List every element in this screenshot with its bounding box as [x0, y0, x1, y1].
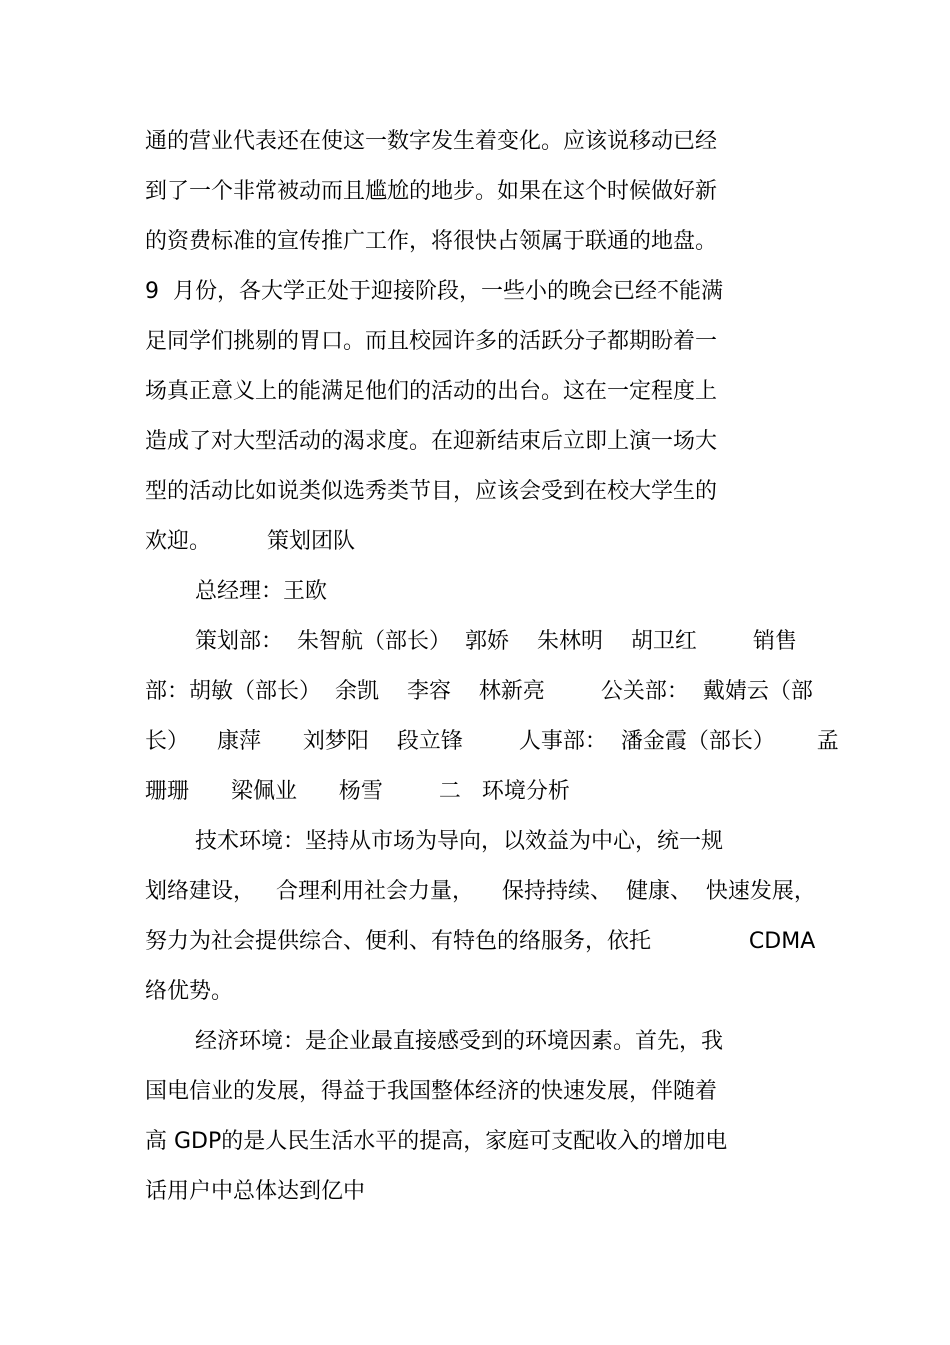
text-line-22: 话用户中总体达到亿中 [145, 1179, 366, 1204]
text-line-12: 部：胡敏（部长） 余凯 李容 林新亮 公关部： 戴婧云（部 [145, 679, 813, 704]
text-line-4: 9 月份，各大学正处于迎接阶段，一些小的晚会已经不能满 [145, 279, 723, 304]
text-line-16: 划络建设， 合理利用社会力量， 保持持续、 健康、 快速发展， [145, 879, 816, 904]
text-line-2: 到了一个非常被动而且尴尬的地步。如果在这个时候做好新 [145, 179, 718, 204]
text-line-6: 场真正意义上的能满足他们的活动的出台。这在一定程度上 [145, 379, 718, 404]
text-line-15: 技术环境：坚持从市场为导向，以效益为中心，统一规 [195, 829, 724, 854]
text-line-13: 长） 康萍 刘梦阳 段立锋 人事部： 潘金霞（部长） 孟 [145, 729, 839, 754]
text-line-18: 络优势。 [145, 979, 234, 1004]
text-line-21: 高 GDP的是人民生活水平的提高，家庭可支配收入的增加电 [145, 1129, 728, 1154]
text-line-3: 的资费标准的宣传推广工作，将很快占领属于联通的地盘。 [145, 229, 718, 254]
text-line-19: 经济环境：是企业最直接感受到的环境因素。首先，我 [195, 1029, 724, 1054]
text-line-10: 总经理：王欧 [195, 579, 328, 604]
text-line-7: 造成了对大型活动的渴求度。在迎新结束后立即上演一场大 [145, 429, 718, 454]
text-line-8: 型的活动比如说类似选秀类节目，应该会受到在校大学生的 [145, 479, 718, 504]
text-line-1: 通的营业代表还在使这一数字发生着变化。应该说移动已经 [145, 129, 718, 154]
text-line-9: 欢迎。 策划团队 [145, 529, 355, 554]
text-line-5: 足同学们挑剔的胃口。而且校园许多的活跃分子都期盼着一 [145, 329, 718, 354]
text-line-14: 珊珊 梁佩业 杨雪 二 环境分析 [145, 779, 570, 804]
text-line-11: 策划部： 朱智航（部长） 郭娇 朱林明 胡卫红 销售 [195, 629, 797, 654]
text-line-20: 国电信业的发展，得益于我国整体经济的快速发展，伴随着 [145, 1079, 718, 1104]
text-line-17: 努力为社会提供综合、便利、有特色的络服务，依托 CDMA [145, 929, 816, 954]
